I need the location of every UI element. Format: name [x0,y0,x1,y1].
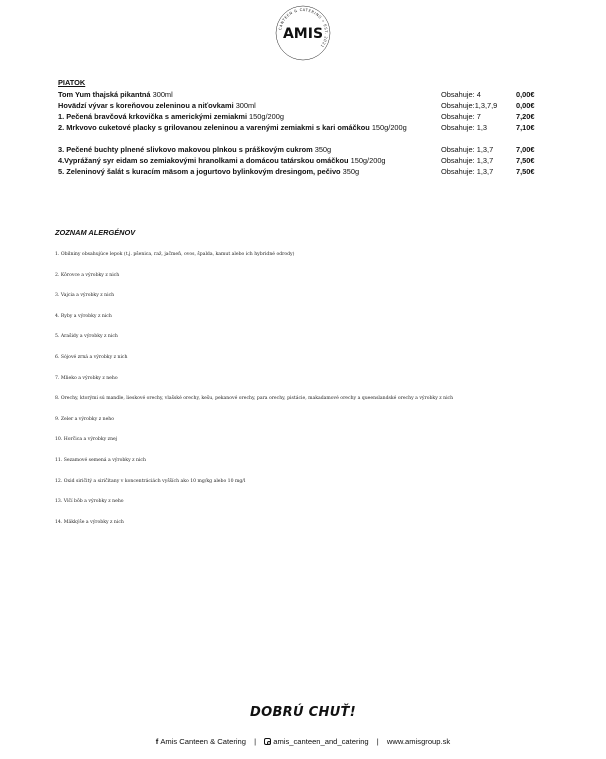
menu-item [58,122,568,144]
menu-item-title: Hovädzí vývar s koreňovou zeleninou a niťovkami [58,101,234,110]
allergen-item: 5. Arašidy a výrobky z nich [55,334,118,340]
footer-slogan: DOBRÚ CHUŤ! [250,705,356,720]
amis-logo [273,3,333,63]
menu-item-price: 0,00€ [516,101,535,110]
daily-menu [58,77,568,177]
menu-item [58,111,568,122]
menu-item-allergens: Obsahuje: 1,3,7 [441,156,494,165]
menu-item-price: 7,50€ [516,156,535,165]
menu-item-portion: 300ml [150,90,173,99]
website-link[interactable]: www.amisgroup.sk [386,737,451,746]
allergen-list-title: ZOZNAM ALERGÉNOV [55,228,136,237]
menu-item-title: 1. Pečená bravčová krkovička s americkými zemiakmi [58,112,247,121]
menu-item-price: 7,10€ [516,123,535,132]
footer-separator: | [376,737,379,746]
facebook-link[interactable]: Amis Canteen & Catering [160,737,246,746]
menu-item-title: 4.Vyprážaný syr eidam so zemiakovými hranolkami a domácou tatárskou omáčkou [58,156,349,165]
menu-item-name [58,155,438,166]
menu-item-name [58,166,438,177]
allergen-item: 6. Sójové zrná a výrobky z nich [55,354,128,360]
menu-item-allergens: Obsahuje: 1,3,7 [441,167,494,176]
menu-item [58,166,568,177]
menu-item-price: 7,00€ [516,145,535,154]
menu-item-name [58,100,438,111]
menu-item-title: Tom Yum thajská pikantná [58,90,151,99]
allergen-item: 11. Sezamové semená a výrobky z nich [55,457,146,463]
menu-item-portion: 150g/200g [247,112,284,121]
menu-item-title: 2. Mrkvovo cuketové placky s grilovanou zeleninou a varenými zemiakmi s kari omáčkou [58,123,370,132]
menu-item-title: 5. Zeleninový šalát s kuracím mäsom a jogurtovo bylinkovým dresingom, pečivo [58,167,341,176]
allergen-item: 4. Ryby a výrobky z nich [55,313,112,319]
menu-item-allergens: Obsahuje: 4 [441,90,481,99]
menu-item-allergens: Obsahuje: 7 [441,112,481,121]
logo-ring-text: CANTEEN & CATERING • EST. 2021 [278,7,329,49]
allergen-item: 2. Kôrovce a výrobky z nich [55,272,120,278]
instagram-link[interactable]: amis_canteen_and_catering [273,737,369,746]
menu-item-price: 7,50€ [516,167,535,176]
instagram-icon [264,738,271,745]
allergen-item: 12. Oxid siričitý a siričitany v koncentráciách vyšších ako 10 mg/kg alebo 10 mg/l [55,478,246,484]
menu-day-title: PIATOK [58,78,86,87]
logo-name: AMIS [282,26,324,42]
menu-item [58,100,568,111]
menu-item [58,144,568,155]
allergen-item: 14. Mäkkýše a výrobky z nich [55,519,124,525]
menu-item-portion: 150g/200g [348,156,386,165]
allergen-item: 7. Mlieko a výrobky z neho [55,375,118,381]
menu-item-price: 7,20€ [516,112,535,121]
allergen-item: 8. Orechy, ktorými sú mandle, lieskové orechy, vlašské orechy, kešu, pekanové orechy, para orechy, pistácie, makadamové orechy a queenslandské orechy a výrobky z nich [55,396,454,402]
menu-item-name [58,89,438,100]
menu-item-name [58,111,438,122]
menu-item-portion: 150g/200g [369,123,407,132]
menu-item-portion: 350g [340,167,360,176]
allergen-item: 13. Vlčí bôb a výrobky z neho [55,499,124,505]
allergen-item: 1. Obilniny obsahujúce lepok (t.j. pšenica, raž, jačmeň, ovos, špalda, kamut alebo ich hybridné odrody) [55,252,295,257]
menu-item-portion: 350g [312,145,332,154]
menu-item [58,89,568,100]
menu-item-allergens: Obsahuje: 1,3,7 [441,145,494,154]
menu-item-title: 3. Pečené buchty plnené slivkovo makovou plnkou s práškovým cukrom [58,145,313,154]
menu-items [58,89,568,177]
facebook-icon: f [155,737,159,746]
menu-item-portion: 300ml [233,101,256,110]
menu-item-allergens: Obsahuje: 1,3 [441,123,488,132]
footer-separator: | [254,737,257,746]
allergen-item: 3. Vajcia a výrobky z nich [55,293,115,299]
menu-item [58,155,568,166]
menu-item-name [58,144,438,155]
allergen-item: 10. Horčica a výrobky zneј [55,437,118,443]
footer-contact [0,737,606,746]
menu-item-allergens: Obsahuje:1,3,7,9 [441,101,498,110]
menu-item-name [58,122,438,133]
allergen-item: 9. Zeler a výrobky z neho [55,416,115,422]
allergen-list [55,252,575,540]
menu-item-price: 0,00€ [516,90,535,99]
